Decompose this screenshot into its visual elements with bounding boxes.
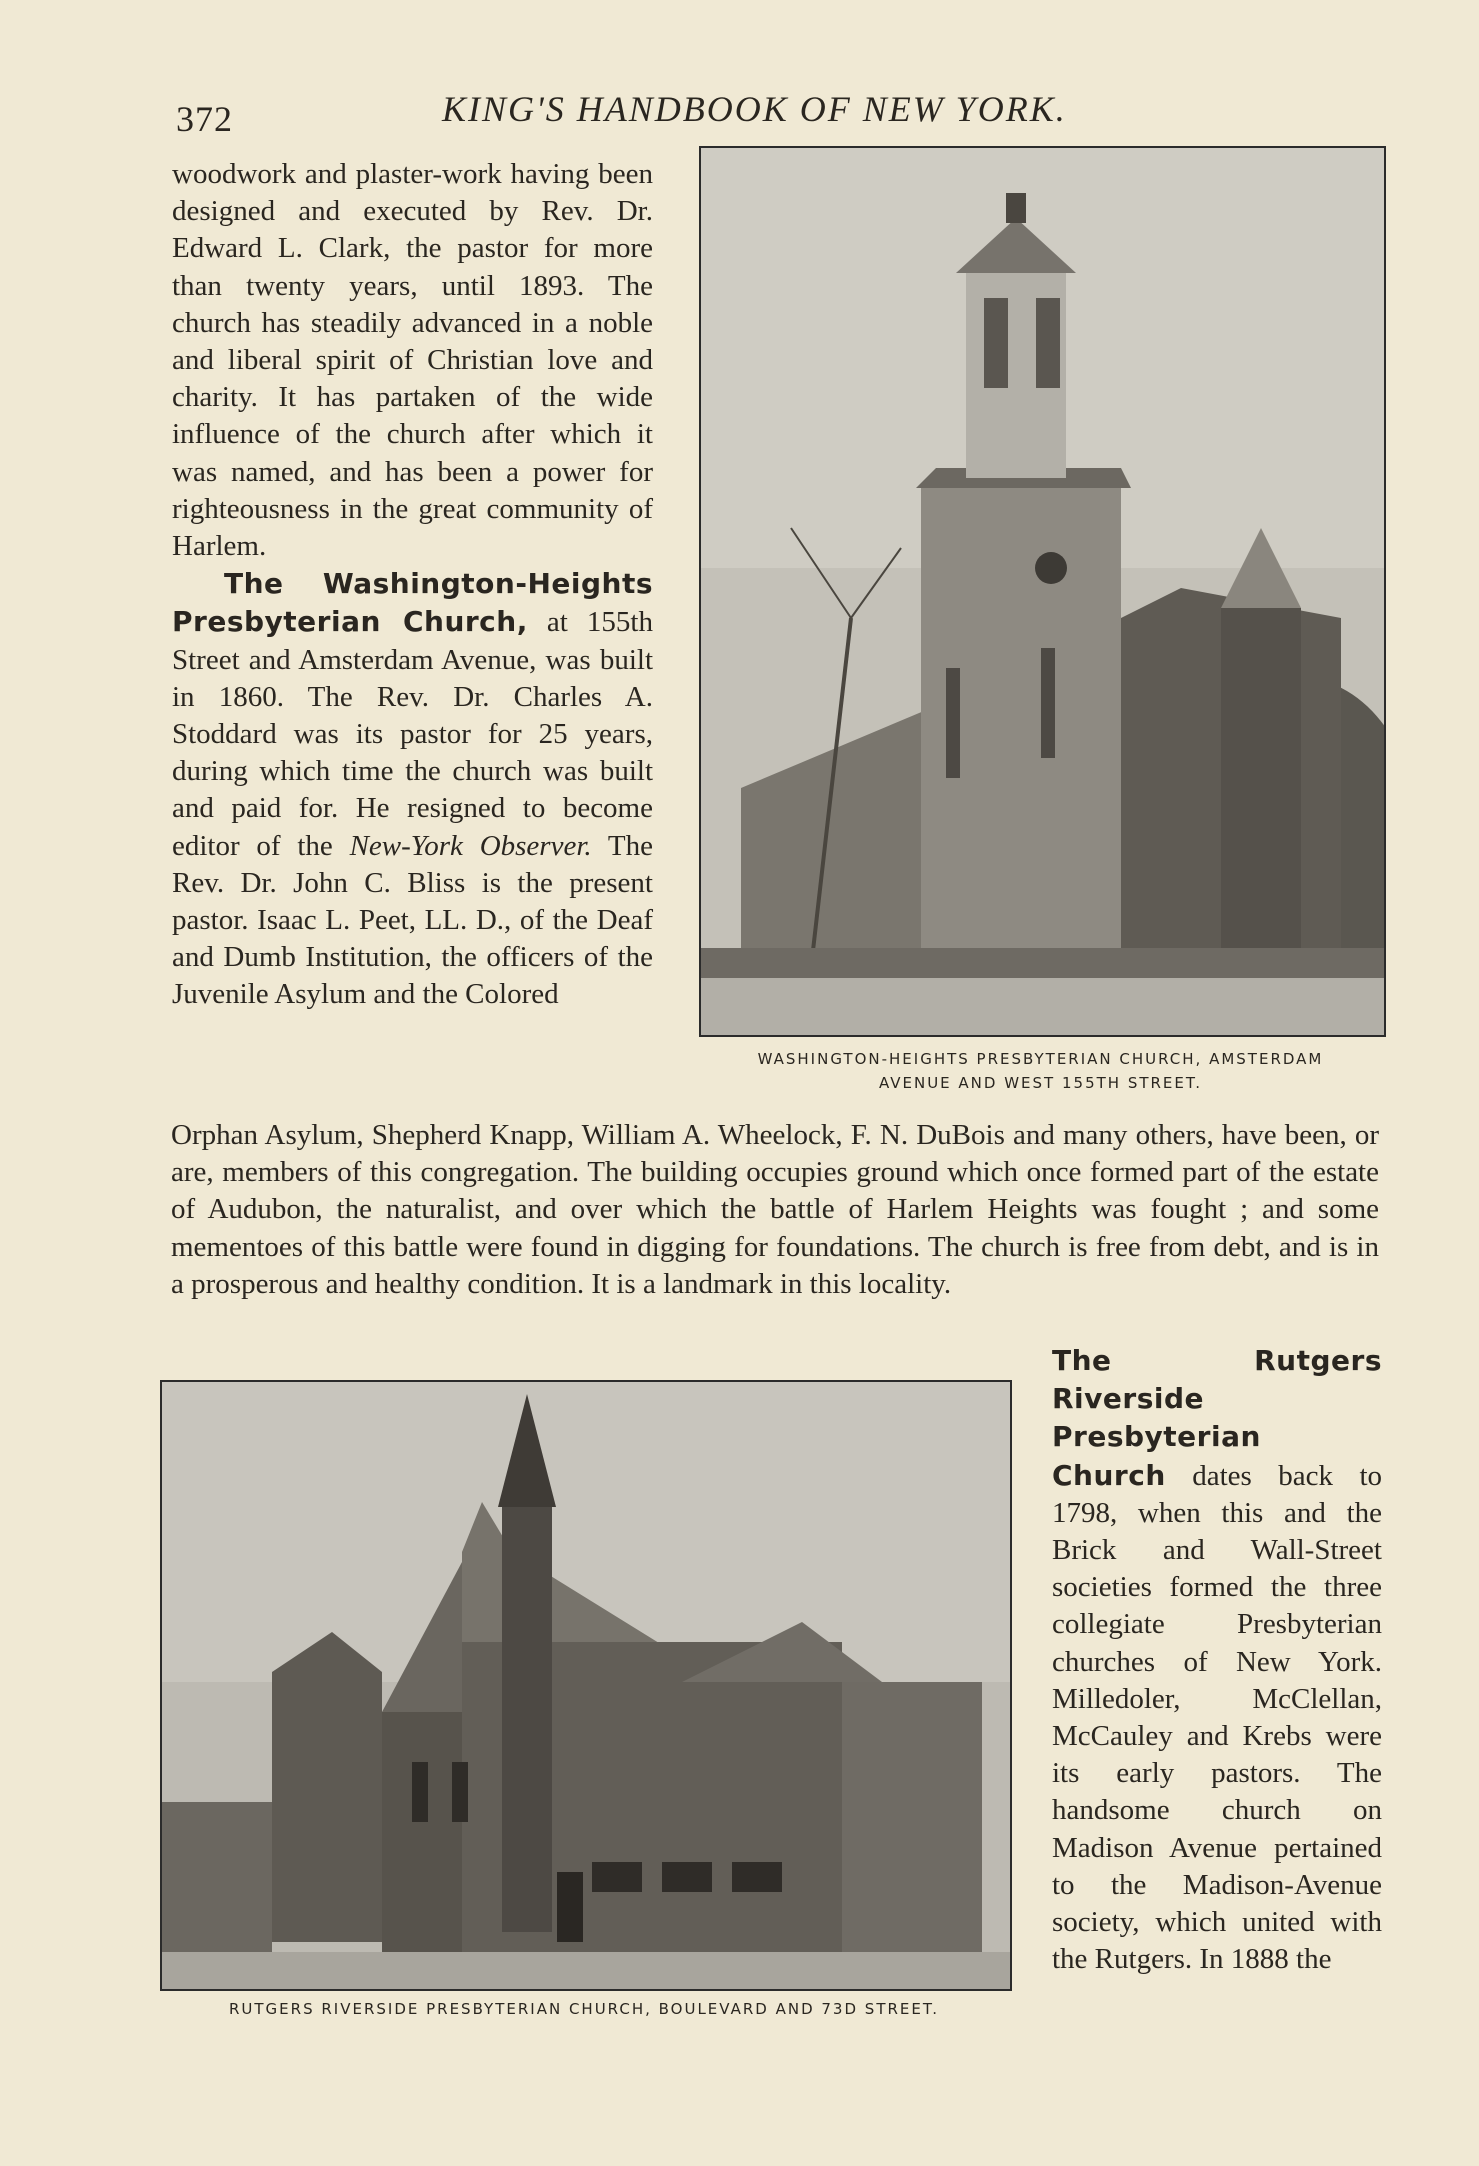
paragraph-text-rutgers: dates back to 1798, when this and the Brick and Wall-Street societies formed the three collegiate Presbyterian churches of New York. Milledoler, McClellan, McCauley and Krebs were its early pastors. The handsome church on Madison Avenue pertained to the Madison-Avenue society, which united with the Rutgers. In 1888 the (1052, 1459, 1382, 1976)
right-column-text (1052, 1342, 1382, 1978)
paragraph-harlem: woodwork and plaster-work having been designed and executed by Rev. Dr. Edward L. Clark, the pastor for more than twenty years, until 1893. The church has steadily advanced in a noble and liberal spirit of Christian love and charity. It has partaken of the wide influence of the church after which it was named, and has been a power for righteousness in the great community of Harlem. (172, 158, 653, 563)
figure-caption-rutgers-riverside: RUTGERS RIVERSIDE PRESBYTERIAN CHURCH, BOULEVARD AND 73D STREET. (228, 2000, 940, 2018)
left-column-text (172, 156, 653, 1014)
figure-caption-washington-heights (699, 1047, 1382, 1095)
full-width-text (171, 1117, 1379, 1303)
caption-line-2: AVENUE AND WEST 155TH STREET. (878, 1074, 1203, 1092)
paragraph-text-b: The Rev. Dr. John C. Bliss is the present pastor. Isaac L. Peet, LL. D., of the Deaf and Dumb Institution, the officers of the Juvenile Asylum and the Colored (172, 829, 653, 1011)
paragraph-text-a: at 155th Street and Amsterdam Avenue, was built in 1860. The Rev. Dr. Charles A. Stoddard was its pastor for 25 years, during which time the church was built and paid for. He resigned to become editor of the (172, 606, 653, 862)
paragraph-continuation: Orphan Asylum, Shepherd Knapp, William A. Wheelock, F. N. DuBois and many others, have been, or are, members of this congregation. The building occupies ground which once formed part of the estate of Audubon, the naturalist, and over which the battle of Harlem Heights was fought ; and some mementoes of this battle were found in digging for foundations. The church is free from debt, and is in a prosperous and healthy condition. It is a landmark in this locality. (171, 1119, 1379, 1300)
paragraph-washington-heights (172, 565, 653, 1013)
newspaper-title: New-York Observer. (349, 829, 592, 862)
page-number: 372 (176, 99, 233, 139)
rutgers-riverside-church-photo (160, 1380, 1012, 1991)
paragraph-rutgers (1052, 1342, 1382, 1978)
church-engraving-1 (701, 148, 1384, 1035)
church-engraving-2 (162, 1382, 1010, 1989)
running-title: KING'S HANDBOOK OF NEW YORK. (442, 89, 1067, 129)
church-name-washington-heights: The Washington-Heights Presbyterian Church, (172, 567, 653, 639)
page-header (172, 88, 1382, 138)
church-name-rutgers: The Rutgers Riverside Presbyterian Church (1052, 1344, 1382, 1492)
washington-heights-church-photo (699, 146, 1386, 1037)
caption-line-1: WASHINGTON-HEIGHTS PRESBYTERIAN CHURCH, AMSTERDAM (757, 1050, 1324, 1068)
